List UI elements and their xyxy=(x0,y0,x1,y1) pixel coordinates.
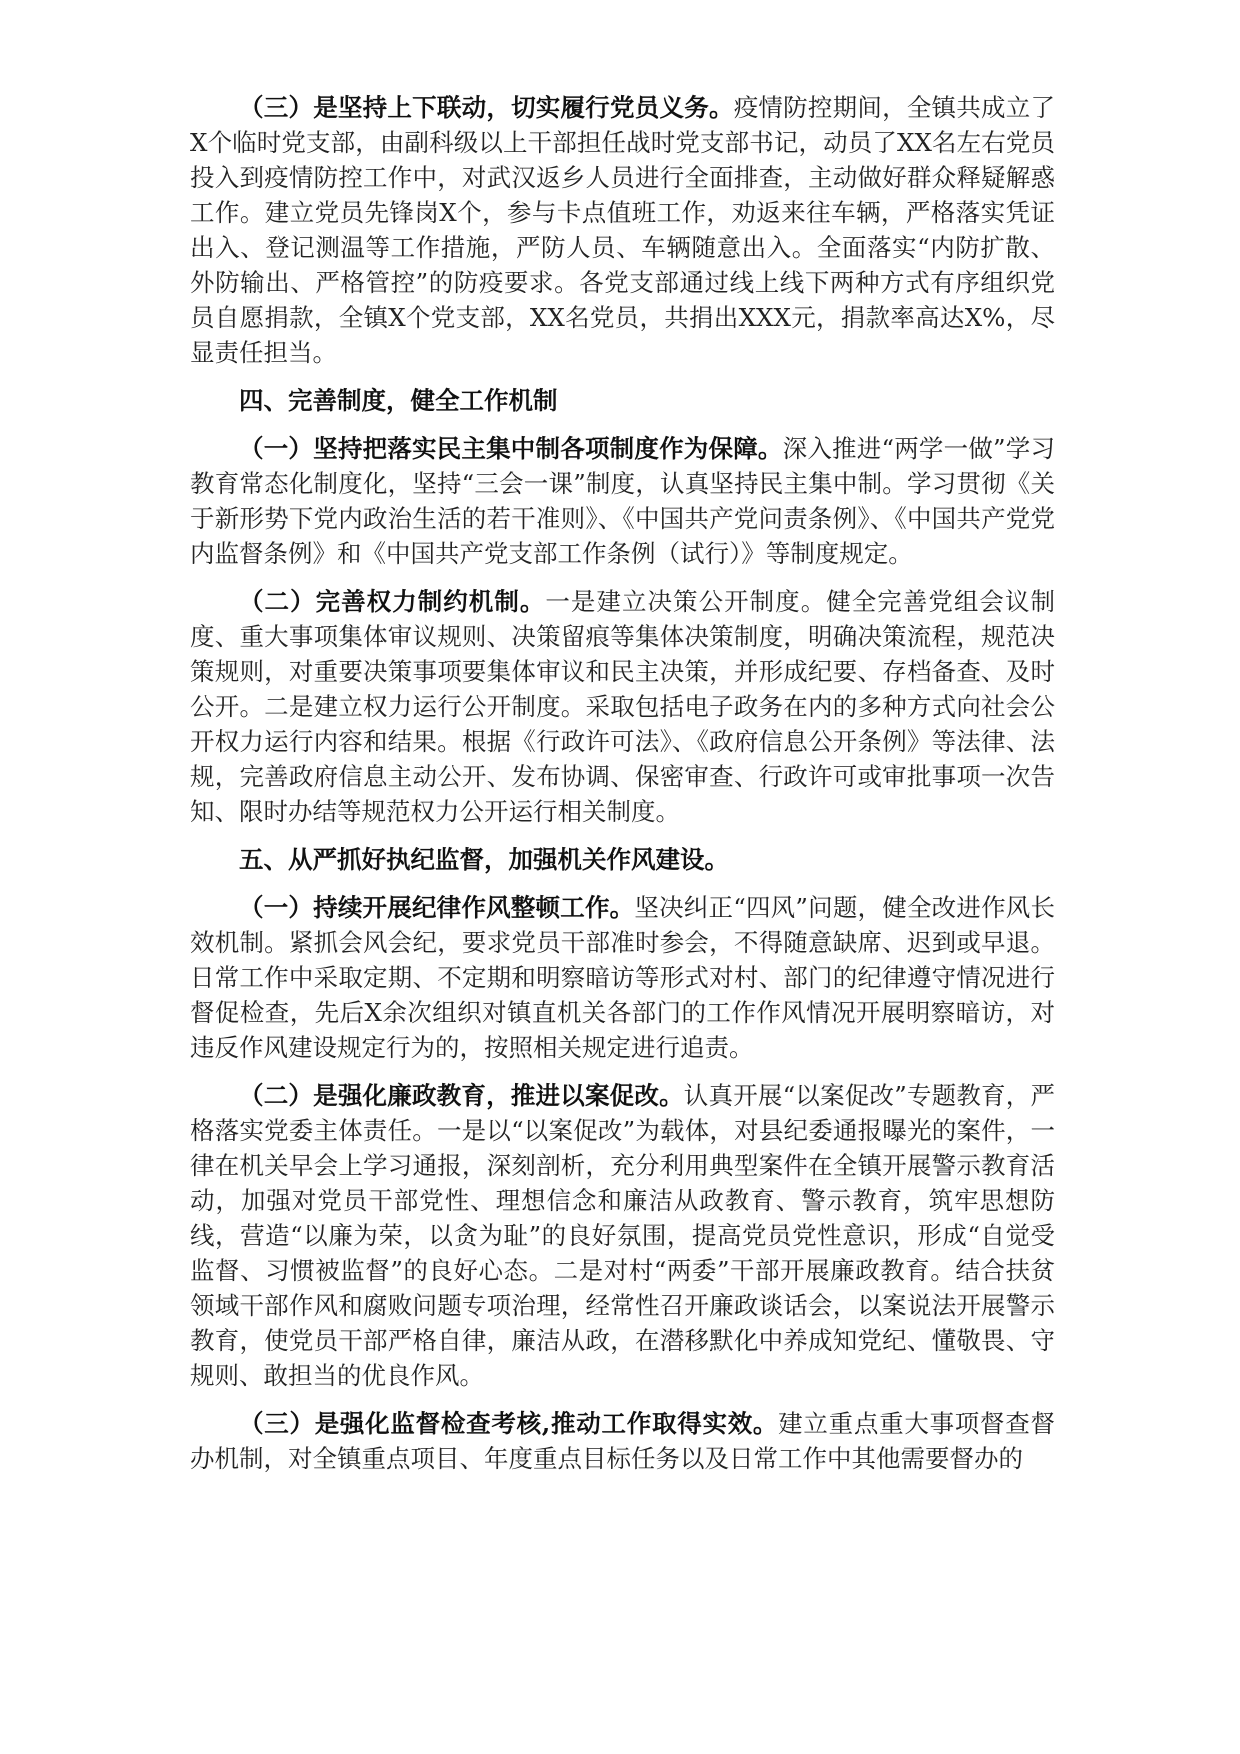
paragraph-democratic-centralism xyxy=(190,431,1055,571)
paragraph-text: 建立重点重大事项督查督办机制，对全镇重点项目、年度重点目标任务以及日常工作中其他需要督办的 xyxy=(190,1409,1056,1473)
paragraph-text: 坚决纠正“四风”问题，健全改进作风长效机制。紧抓会风会纪，要求党员干部准时参会，不得随意缺席、迟到或早退。日常工作中采取定期、不定期和明察暗访等形式对村、部门的纪律遵守情况进行督促检查，先后X余次组织对镇直机关各部门的工作作风情况开展明察暗访，对违反作风建设规定行为的，按照相关规定进行追责。 xyxy=(190,893,1055,1062)
paragraph-lead: （二）完善权力制约机制。 xyxy=(239,587,546,616)
paragraph-discipline-rectification xyxy=(190,890,1055,1065)
paragraph-supervision-inspection xyxy=(190,1406,1055,1476)
section-heading-4: 四、完善制度，健全工作机制 xyxy=(239,386,558,415)
paragraph-lead: （三）是强化监督检查考核,推动工作取得实效。 xyxy=(239,1409,779,1438)
section-heading-5: 五、从严抓好执纪监督，加强机关作风建设。 xyxy=(239,845,729,874)
paragraph-text: 疫情防控期间，全镇共成立了X个临时党支部，由副科级以上干部担任战时党支部书记，动员了XX名左右党员投入到疫情防控工作中，对武汉返乡人员进行全面排查，主动做好群众释疑解惑工作。建立党员先锋岗X个，参与卡点值班工作，劝返来往车辆，严格落实凭证出入、登记测温等工作措施，严防人员、车辆随意出入。全面落实“内防扩散、外防输出、严格管控”的防疫要求。各党支部通过线上线下两种方式有序组织党员自愿捐款，全镇X个党支部，XX名党员，共捐出XXX元，捐款率高达X%，尽显责任担当。 xyxy=(190,93,1055,367)
paragraph-power-restriction xyxy=(190,584,1055,829)
paragraph-text: 深入推进“两学一做”学习教育常态化制度化，坚持“三会一课”制度，认真坚持民主集中制。学习贯彻《关于新形势下党内政治生活的若干准则》、《中国共产党问责条例》、《中国共产党党内监督条例》和《中国共产党支部工作条例（试行）》等制度规定。 xyxy=(190,434,1055,568)
paragraph-lead: （三）是坚持上下联动，切实履行党员义务。 xyxy=(239,93,734,122)
paragraph-text: 一是建立决策公开制度。健全完善党组会议制度、重大事项集体审议规则、决策留痕等集体决策制度，明确决策流程，规范决策规则，对重要决策事项要集体审议和民主决策，并形成纪要、存档备查、及时公开。二是建立权力运行公开制度。采取包括电子政务在内的多种方式向社会公开权力运行内容和结果。根据《行政许可法》、《政府信息公开条例》等法律、法规，完善政府信息主动公开、发布协调、保密审查、行政许可或审批事项一次告知、限时办结等规范权力公开运行相关制度。 xyxy=(190,587,1056,826)
paragraph-lead: （一）持续开展纪律作风整顿工作。 xyxy=(239,893,635,922)
paragraph-party-duty xyxy=(190,90,1055,370)
paragraph-lead: （一）坚持把落实民主集中制各项制度作为保障。 xyxy=(239,434,783,463)
paragraph-integrity-education xyxy=(190,1078,1055,1393)
paragraph-text: 认真开展“以案促改”专题教育，严格落实党委主体责任。一是以“以案促改”为载体，对县纪委通报曝光的案件，一律在机关早会上学习通报，深刻剖析，充分利用典型案件在全镇开展警示教育活动，加强对党员干部党性、理想信念和廉洁从政教育、警示教育，筑牢思想防线，营造“以廉为荣，以贪为耻”的良好氛围，提高党员党性意识，形成“自觉受监督、习惯被监督”的良好心态。二是对村“两委”干部开展廉政教育。结合扶贫领域干部作风和腐败问题专项治理，经常性召开廉政谈话会，以案说法开展警示教育，使党员干部严格自律，廉洁从政，在潜移默化中养成知党纪、懂敬畏、守规则、敢担当的优良作风。 xyxy=(190,1081,1055,1390)
paragraph-lead: （二）是强化廉政教育，推进以案促改。 xyxy=(239,1081,684,1110)
